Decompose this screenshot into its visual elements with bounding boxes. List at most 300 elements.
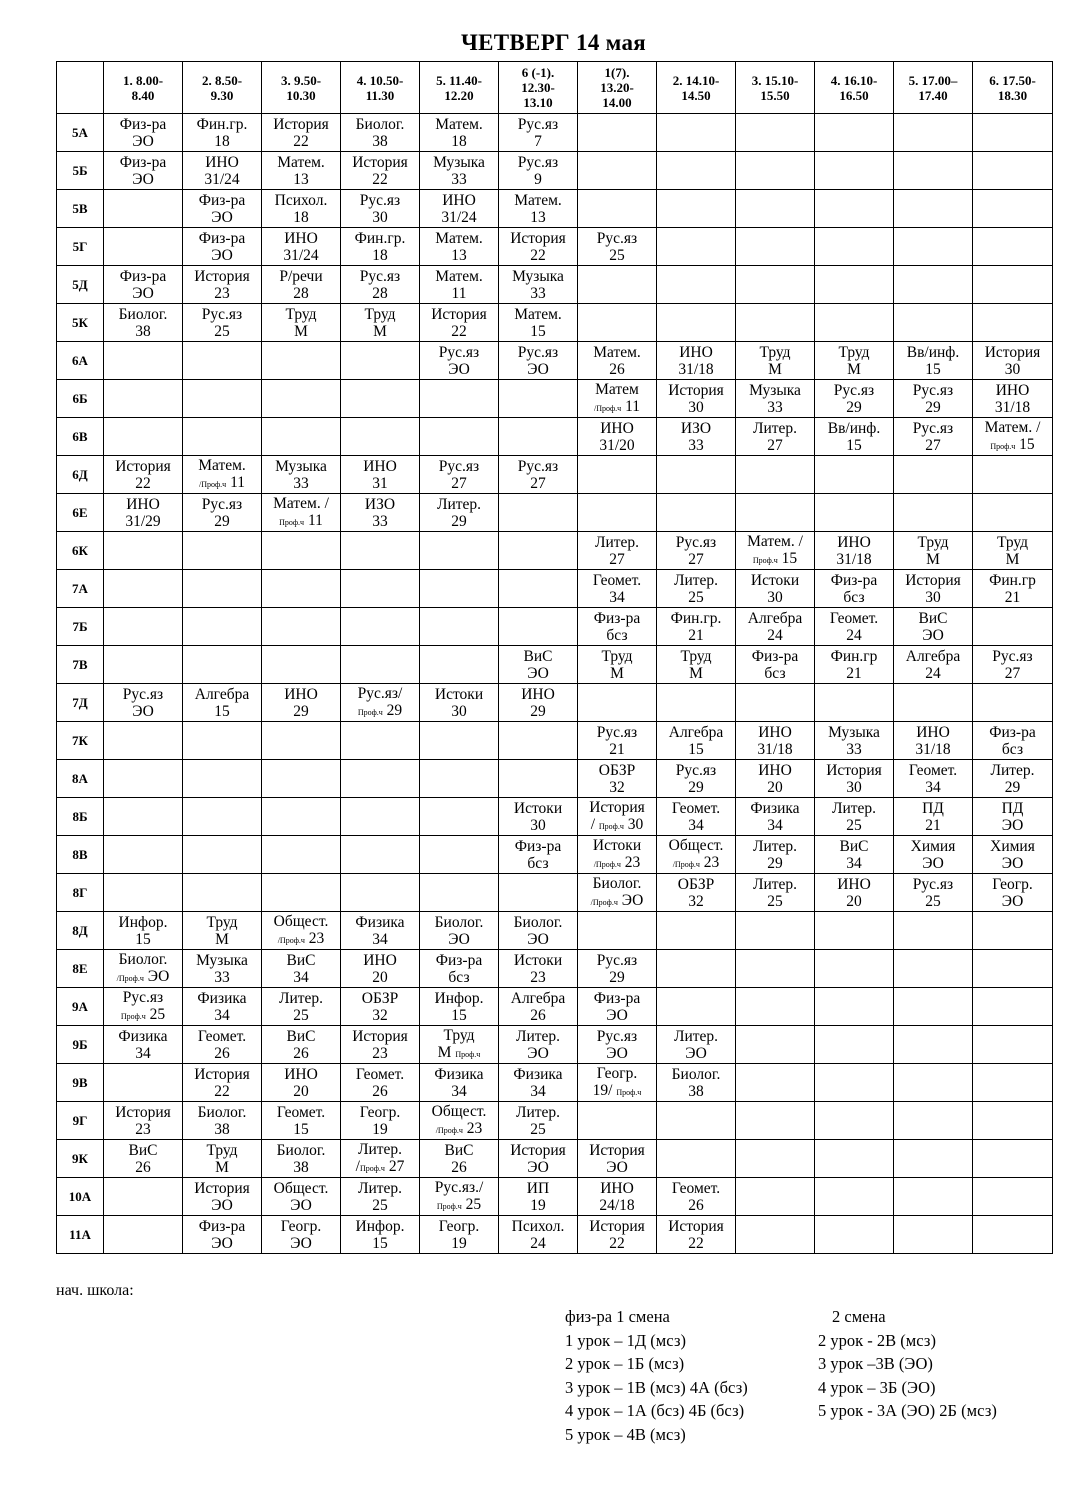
room-line: [815, 551, 893, 568]
room-line: [262, 475, 340, 492]
class-label: 7Д: [57, 684, 104, 722]
room-number: 13: [451, 246, 467, 264]
room-number: ЭО: [290, 1196, 312, 1214]
room-number: 29: [293, 702, 309, 720]
table-row: [57, 304, 1053, 342]
lesson-cell: [420, 304, 499, 342]
lesson-cell: [736, 114, 815, 152]
lesson-cell: [894, 1064, 973, 1102]
table-row: [57, 342, 1053, 380]
room-line: [183, 1083, 261, 1100]
subject-name: ВиС: [918, 609, 948, 627]
subject-name: Общест.: [273, 912, 329, 930]
subject-name: Литер.: [752, 419, 798, 437]
lesson-cell: [894, 152, 973, 190]
room-line: [499, 703, 577, 720]
subject-name: ИНО: [600, 419, 634, 437]
subject-name: Общест.: [273, 1179, 329, 1197]
lesson-cell: [578, 874, 657, 912]
lesson-cell: [262, 228, 341, 266]
subject-name: Физ-ра: [198, 229, 246, 247]
lesson-cell: [578, 722, 657, 760]
class-label: 8В: [57, 836, 104, 874]
period-header: [341, 62, 420, 114]
room-line: [894, 817, 972, 834]
room-number: 25: [609, 246, 625, 264]
subject-name: ИЗО: [680, 419, 712, 437]
room-number: 27: [451, 474, 467, 492]
lesson-cell: [104, 532, 183, 570]
lesson-cell: [815, 798, 894, 836]
subject-name: Физика: [513, 1065, 563, 1083]
page-title: ЧЕТВЕРГ 14 мая: [460, 30, 647, 55]
room-number: М: [437, 1043, 452, 1061]
lesson-cell: [420, 836, 499, 874]
subject-name: Вв/инф.: [906, 343, 960, 361]
room-line: [894, 741, 972, 758]
lesson-cell: [104, 304, 183, 342]
subject-name: ИНО: [679, 343, 713, 361]
lesson-cell: [736, 190, 815, 228]
lesson-cell: [578, 1140, 657, 1178]
lesson-cell: [262, 1216, 341, 1254]
lesson-cell: [736, 836, 815, 874]
room-line: [183, 1045, 261, 1062]
subject-name: Литер.: [515, 1103, 561, 1121]
subject-name: Физ-ра: [119, 267, 167, 285]
subject-name: Труд: [206, 913, 238, 931]
room-line: [104, 285, 182, 302]
lesson-cell: [736, 988, 815, 1026]
lesson-cell: [973, 114, 1053, 152]
lesson-cell: [736, 608, 815, 646]
class-label: 5Д: [57, 266, 104, 304]
room-line: [341, 1007, 419, 1024]
lesson-cell: [183, 114, 262, 152]
lesson-cell: [973, 532, 1053, 570]
subject-name: История: [194, 267, 250, 285]
lesson-cell: [262, 722, 341, 760]
lesson-cell: [657, 114, 736, 152]
room-number: ЭО: [527, 664, 549, 682]
prof-note: Проф.ч: [120, 1011, 146, 1021]
lesson-cell: [420, 1216, 499, 1254]
room-number: 32: [688, 892, 704, 910]
room-number: 33: [846, 740, 862, 758]
room-number: ЭО: [527, 360, 549, 378]
period-time: 12.20: [444, 87, 474, 103]
table-row: [57, 1026, 1053, 1064]
room-number: 21: [688, 626, 704, 644]
lesson-cell: [736, 1140, 815, 1178]
lesson-cell: [578, 760, 657, 798]
room-number: 33: [767, 398, 783, 416]
subject-name: Биолог.: [434, 913, 484, 931]
lesson-cell: [657, 836, 736, 874]
room-number: 22: [609, 1234, 625, 1252]
period-time: 13.20-: [600, 80, 634, 95]
room-line: [262, 1159, 340, 1176]
class-label: 7Б: [57, 608, 104, 646]
room-line: [657, 627, 735, 644]
lesson-cell: [815, 836, 894, 874]
table-row: [57, 1140, 1053, 1178]
lesson-cell: [657, 1026, 736, 1064]
room-number: 31/24: [283, 246, 319, 264]
room-number: 19: [451, 1234, 467, 1252]
room-number: 18: [372, 246, 388, 264]
period-header: [657, 62, 736, 114]
lesson-cell: [736, 228, 815, 266]
prof-note: Проф.ч: [359, 1163, 385, 1173]
lesson-cell: [973, 456, 1053, 494]
lesson-cell: [262, 152, 341, 190]
period-time: 5. 17.00–: [908, 72, 958, 88]
table-row: [57, 950, 1053, 988]
period-time: 1. 8.00-: [122, 72, 164, 88]
subject-name: Геогр.: [280, 1217, 322, 1235]
lesson-cell: [183, 152, 262, 190]
room-number: ЭО: [132, 170, 154, 188]
room-number: бсз: [843, 588, 865, 606]
lesson-cell: [262, 494, 341, 532]
subject-name: Труд: [917, 533, 949, 551]
subject-name: Истоки: [592, 836, 642, 854]
lesson-cell: [894, 380, 973, 418]
room-number: 31/18: [915, 740, 951, 758]
lesson-cell: [499, 1216, 578, 1254]
room-line: [815, 741, 893, 758]
room-line: [262, 209, 340, 226]
lesson-cell: [894, 912, 973, 950]
room-line: [262, 1045, 340, 1062]
lesson-cell: [499, 190, 578, 228]
lesson-cell: [815, 266, 894, 304]
lesson-cell: [183, 646, 262, 684]
period-header-row: [57, 62, 1053, 114]
subject-name: Рус.яз: [359, 267, 401, 285]
room-number: 29: [925, 398, 941, 416]
subject-name: Геогр.: [438, 1217, 480, 1235]
room-number: 15: [135, 930, 151, 948]
period-time: 10.30: [286, 87, 316, 103]
lesson-cell: [973, 380, 1053, 418]
lesson-cell: [657, 950, 736, 988]
lesson-cell: [894, 1140, 973, 1178]
room-number: 15: [688, 740, 704, 758]
subject-name: История: [115, 1103, 171, 1121]
room-line: [420, 247, 498, 264]
lesson-cell: [104, 912, 183, 950]
lesson-cell: [341, 1026, 420, 1064]
subject-name: Рус.яз: [122, 988, 164, 1006]
room-line: [973, 779, 1052, 796]
room-number: 23: [466, 1119, 483, 1137]
subject-name: Физика: [750, 799, 800, 817]
lesson-cell: [499, 228, 578, 266]
subject-name: Литер.: [278, 989, 324, 1007]
lesson-cell: [341, 266, 420, 304]
room-number: 15: [293, 1120, 309, 1138]
lesson-cell: [104, 456, 183, 494]
subject-name: История: [826, 761, 882, 779]
subject-name: Труд: [680, 647, 712, 665]
lesson-cell: [578, 380, 657, 418]
room-number: ЭО: [211, 208, 233, 226]
room-line: [183, 171, 261, 188]
room-line: [499, 817, 577, 834]
subject-name: ИНО: [284, 229, 318, 247]
room-number: 20: [767, 778, 783, 796]
room-number: 33: [530, 284, 546, 302]
room-number: ЭО: [922, 626, 944, 644]
room-number: ЭО: [448, 930, 470, 948]
class-label: 8Б: [57, 798, 104, 836]
lesson-cell: [657, 798, 736, 836]
class-label: 9А: [57, 988, 104, 1026]
subject-name: Литер.: [594, 533, 640, 551]
lesson-cell: [420, 988, 499, 1026]
room-number: ЭО: [1001, 854, 1024, 872]
lesson-cell: [183, 760, 262, 798]
room-number: 15: [372, 1234, 388, 1252]
lesson-cell: [420, 874, 499, 912]
subject-name: ОБЗР: [677, 875, 715, 893]
room-number: 33: [293, 474, 309, 492]
room-line: [815, 855, 893, 872]
room-line: [973, 893, 1052, 910]
subject-name: Матем.: [435, 267, 483, 285]
class-label: 8Г: [57, 874, 104, 912]
period-time: 4. 16.10-: [830, 72, 878, 88]
room-number: 22: [372, 170, 388, 188]
subject-name: Биолог.: [118, 950, 168, 968]
room-number: 25: [767, 892, 783, 910]
period-time: 8.40: [131, 87, 155, 103]
lesson-cell: [183, 912, 262, 950]
lesson-cell: [657, 1140, 736, 1178]
room-line: [973, 741, 1052, 758]
room-line: [104, 1045, 182, 1062]
room-line: [499, 209, 577, 226]
subject-name: Рус.яз: [833, 381, 875, 399]
subject-name: Труд: [443, 1026, 475, 1044]
lesson-cell: [341, 418, 420, 456]
subject-name: История: [352, 1027, 408, 1045]
subject-name: Матем.: [435, 115, 483, 133]
lesson-cell: [183, 1178, 262, 1216]
lesson-cell: [578, 152, 657, 190]
lesson-cell: [894, 1102, 973, 1140]
lesson-cell: [894, 228, 973, 266]
prof-note: /Проф.ч: [593, 859, 621, 869]
room-line: [578, 892, 656, 911]
pe-second-shift-notes: [818, 1305, 997, 1423]
subject-name: История: [668, 381, 724, 399]
room-number: 22: [451, 322, 467, 340]
room-line: [894, 551, 972, 568]
lesson-cell: [578, 190, 657, 228]
room-number: 33: [688, 436, 704, 454]
room-number: 11: [230, 473, 246, 491]
room-number: ЭО: [606, 1158, 628, 1176]
room-number: 23: [135, 1120, 151, 1138]
room-line: [104, 968, 182, 987]
subject-name: Геомет.: [592, 571, 642, 589]
lesson-cell: [578, 418, 657, 456]
table-row: [57, 836, 1053, 874]
lesson-cell: [341, 684, 420, 722]
room-number: 23: [703, 853, 720, 871]
room-line: [420, 361, 498, 378]
subject-name: ИНО: [363, 951, 397, 969]
room-number: 20: [372, 968, 388, 986]
lesson-cell: [341, 494, 420, 532]
room-number: 34: [925, 778, 941, 796]
pe-schedule-line: 2 смена: [832, 1307, 886, 1326]
room-line: [657, 1045, 735, 1062]
period-header: [499, 62, 578, 114]
subject-name: Рус.яз: [201, 305, 243, 323]
lesson-cell: [341, 532, 420, 570]
class-label: 9В: [57, 1064, 104, 1102]
room-line: [578, 1082, 656, 1101]
lesson-cell: [262, 950, 341, 988]
room-number: 30: [925, 588, 941, 606]
lesson-cell: [341, 1140, 420, 1178]
room-number: 38: [372, 132, 388, 150]
room-line: [262, 703, 340, 720]
room-number: 15: [846, 436, 862, 454]
lesson-cell: [499, 1026, 578, 1064]
room-number: М: [215, 930, 229, 948]
room-line: [499, 247, 577, 264]
lesson-cell: [973, 1026, 1053, 1064]
room-number: 21: [846, 664, 862, 682]
lesson-cell: [420, 608, 499, 646]
lesson-cell: [183, 304, 262, 342]
room-line: [736, 437, 814, 454]
lesson-cell: [104, 190, 183, 228]
table-row: [57, 874, 1053, 912]
lesson-cell: [894, 1178, 973, 1216]
period-time: 12.30-: [521, 80, 555, 95]
lesson-cell: [894, 190, 973, 228]
lesson-cell: [578, 1178, 657, 1216]
room-line: [341, 513, 419, 530]
room-line: [104, 1006, 182, 1025]
subject-name: Литер.: [752, 837, 798, 855]
lesson-cell: [341, 1178, 420, 1216]
room-number: 38: [135, 322, 151, 340]
room-number: 29: [214, 512, 230, 530]
room-line: [499, 323, 577, 340]
room-line: [341, 1083, 419, 1100]
pe-schedule-line: 3 урок –3В (ЭО): [818, 1354, 933, 1374]
lesson-cell: [341, 722, 420, 760]
subject-name: Литер.: [357, 1179, 403, 1197]
room-line: [341, 702, 419, 721]
room-number: 34: [451, 1082, 467, 1100]
subject-name: Рус.яз./: [434, 1178, 484, 1196]
room-number: 22: [214, 1082, 230, 1100]
room-number: 25: [465, 1195, 482, 1213]
lesson-cell: [973, 798, 1053, 836]
room-number: 22: [530, 246, 546, 264]
subject-name: История: [510, 1141, 566, 1159]
primary-school-label: нач. школа:: [56, 1282, 134, 1299]
room-number: 29: [767, 854, 783, 872]
room-line: [973, 361, 1052, 378]
room-number: ЭО: [290, 1234, 312, 1252]
room-line: [183, 931, 261, 948]
lesson-cell: [815, 608, 894, 646]
room-line: [104, 1121, 182, 1138]
lesson-cell: [657, 570, 736, 608]
pe-first-shift-notes: [565, 1305, 748, 1447]
table-row: [57, 532, 1053, 570]
room-number: 24: [767, 626, 783, 644]
room-number: 33: [214, 968, 230, 986]
subject-name: Биолог.: [118, 305, 168, 323]
lesson-cell: [104, 1102, 183, 1140]
room-number: 21: [609, 740, 625, 758]
subject-name: Биолог.: [513, 913, 563, 931]
prof-note: /Проф.ч: [198, 479, 227, 489]
lesson-cell: [657, 342, 736, 380]
room-number: 25: [372, 1196, 388, 1214]
room-line: [657, 1083, 735, 1100]
room-number: ЭО: [527, 1044, 549, 1062]
lesson-cell: [104, 1216, 183, 1254]
room-line: [736, 817, 814, 834]
subject-name: Матем.: [514, 305, 562, 323]
room-number: 32: [609, 778, 625, 796]
subject-name: ИНО: [837, 533, 871, 551]
lesson-cell: [499, 456, 578, 494]
lesson-cell: [973, 874, 1053, 912]
room-line: [341, 209, 419, 226]
room-number: ЭО: [211, 246, 233, 264]
subject-name: Физика: [434, 1065, 484, 1083]
room-number: 26: [135, 1158, 151, 1176]
room-number: ЭО: [132, 284, 154, 302]
lesson-cell: [420, 1064, 499, 1102]
lesson-cell: [815, 760, 894, 798]
lesson-cell: [104, 228, 183, 266]
lesson-cell: [104, 608, 183, 646]
room-number: бсз: [606, 626, 628, 644]
lesson-cell: [262, 570, 341, 608]
room-line: [657, 399, 735, 416]
class-label: 7В: [57, 646, 104, 684]
room-number: 30: [530, 816, 546, 834]
lesson-cell: [736, 380, 815, 418]
room-line: [341, 133, 419, 150]
subject-name: Фин.гр.: [670, 609, 722, 627]
room-number: 15: [1019, 435, 1035, 453]
room-line: [578, 854, 656, 873]
lesson-cell: [973, 836, 1053, 874]
room-number: 38: [293, 1158, 309, 1176]
period-header: [420, 62, 499, 114]
subject-name: Рус.яз: [596, 723, 638, 741]
lesson-cell: [104, 950, 183, 988]
subject-name: Химия: [910, 837, 956, 855]
lesson-cell: [894, 836, 973, 874]
lesson-cell: [499, 874, 578, 912]
lesson-cell: [736, 304, 815, 342]
